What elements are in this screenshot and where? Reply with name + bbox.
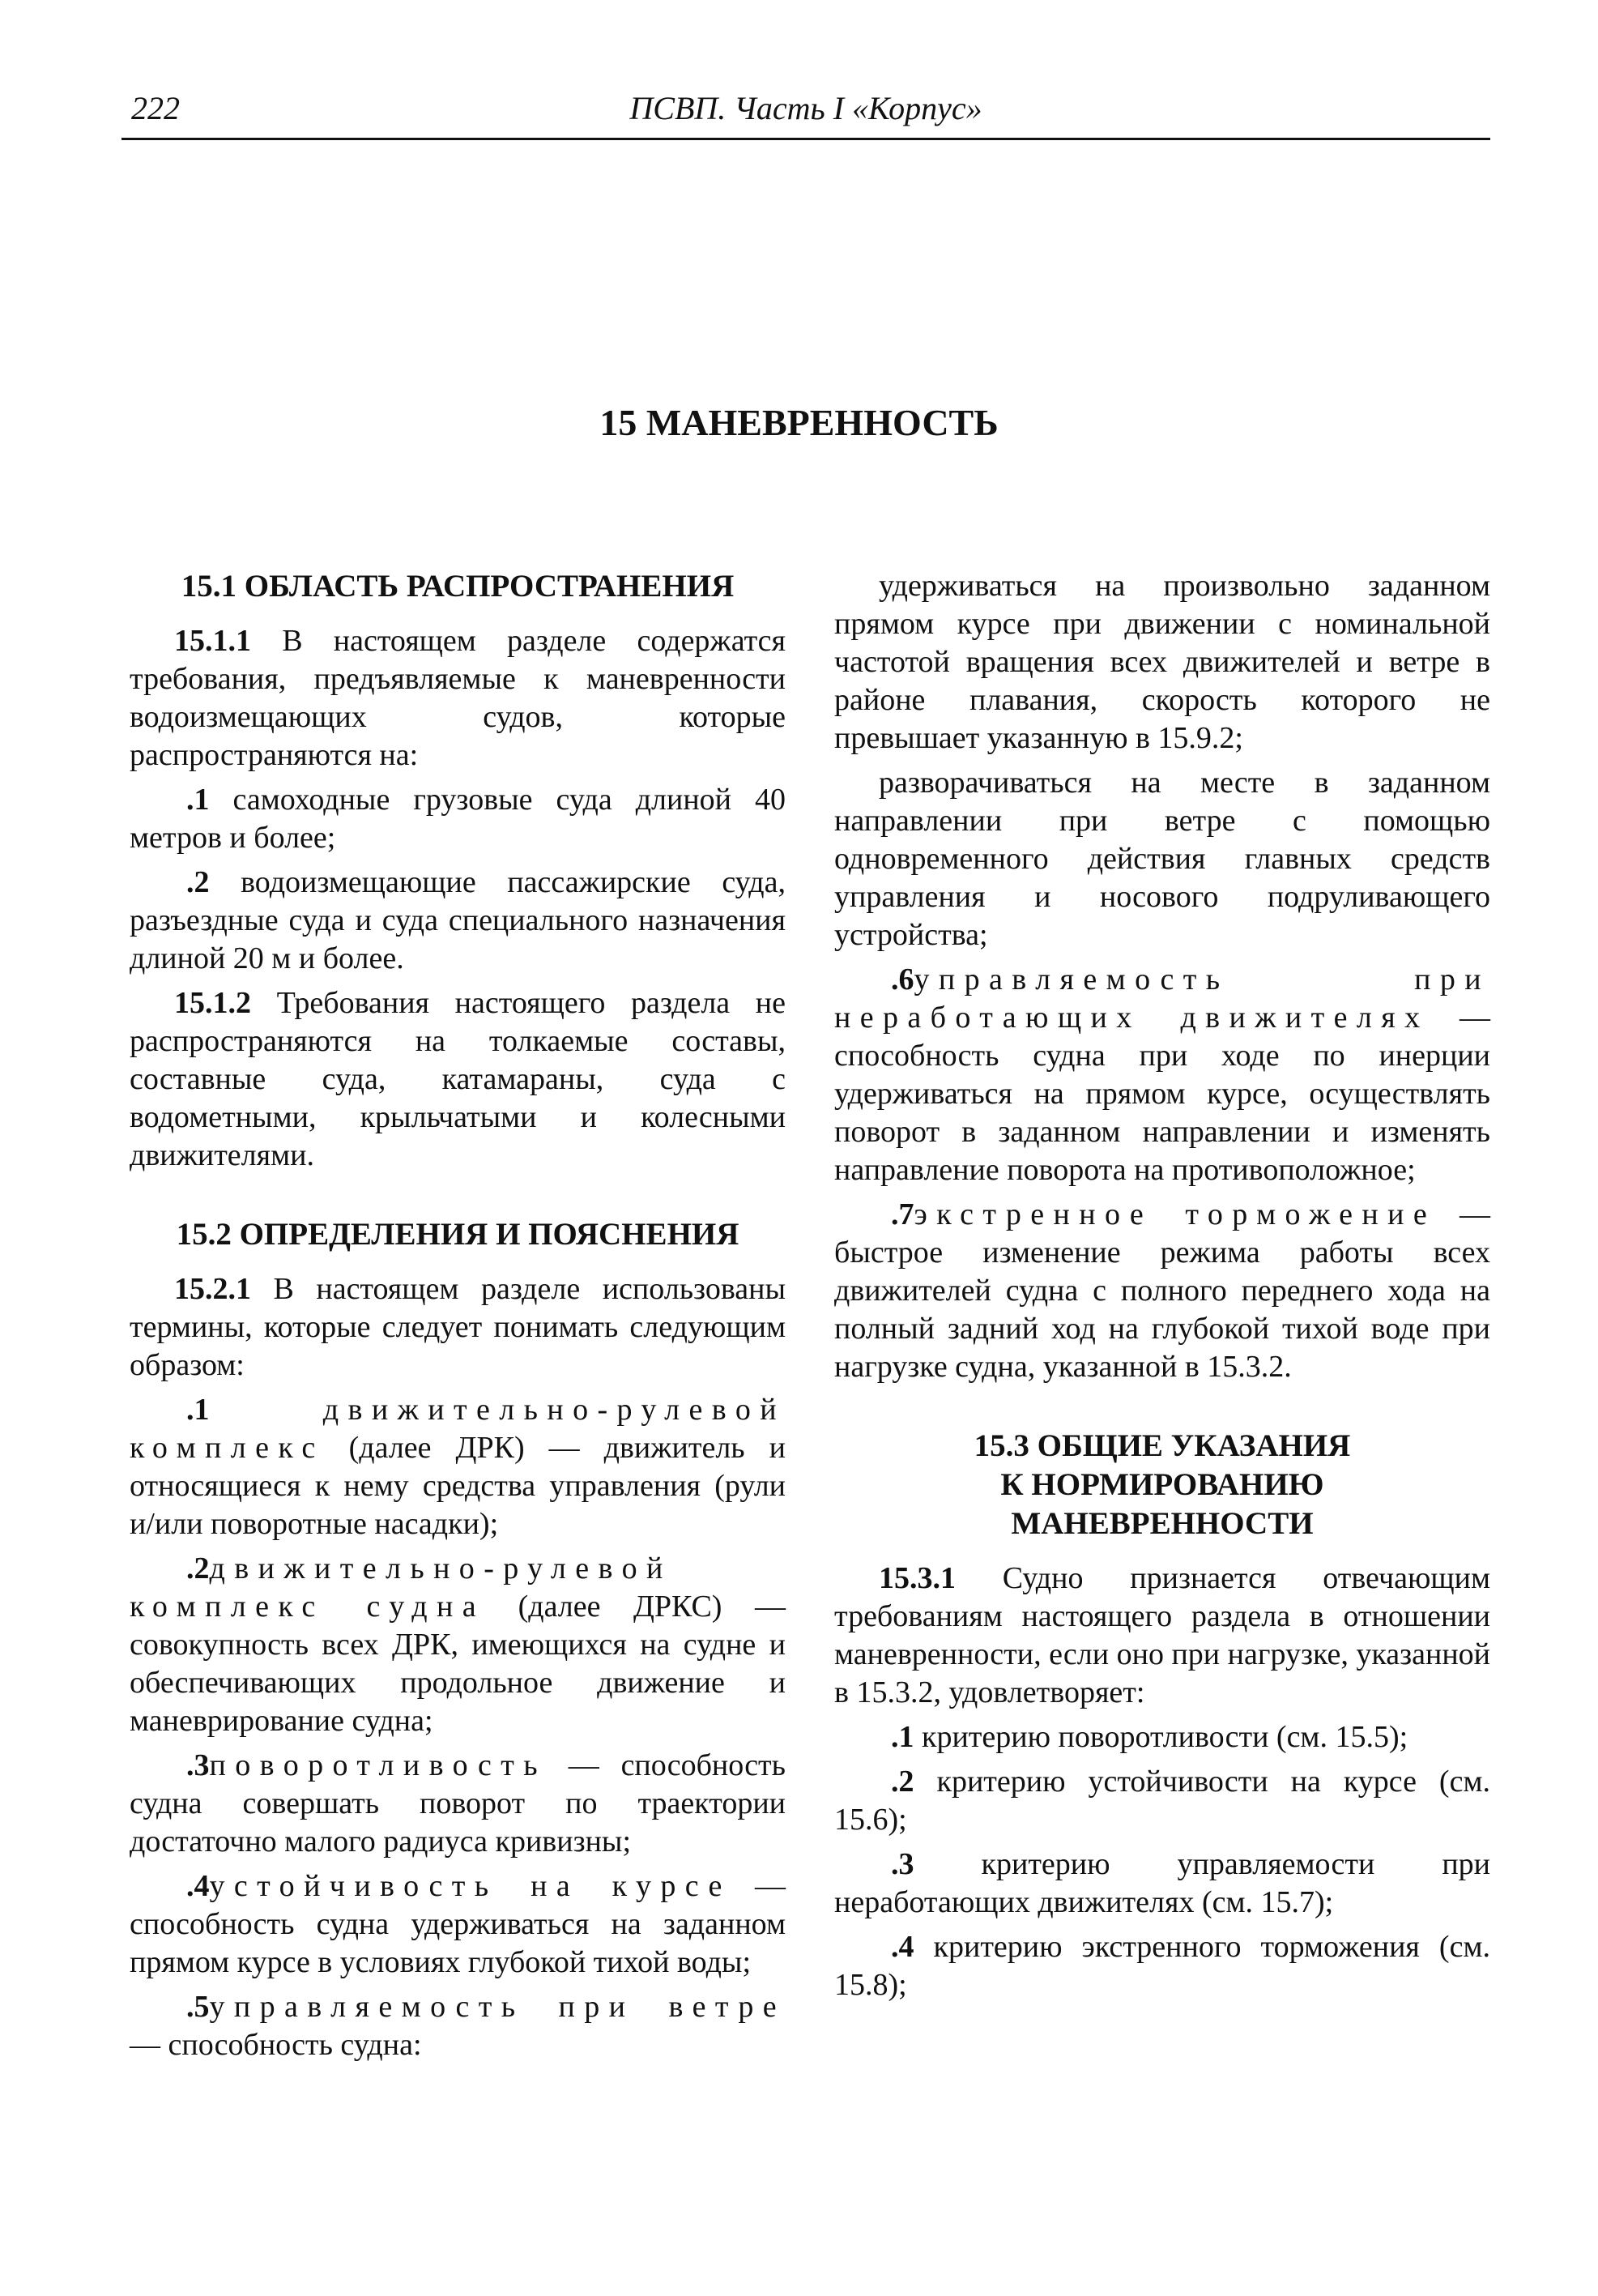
running-title: ПСВП. Часть I «Корпус» [629, 90, 982, 126]
definition-item: .2движительно-рулевой комплекс судна (далее ДРКС) — совокупность всех ДРК, имеющихся на судне и обеспечивающих продольное движение и маневрирование судна; [130, 1551, 786, 1738]
definition-item: .7экстренное торможение — быстрое изменение режима работы всех движителей судна с полного переднего хода на полный задний ход на глубокой тихой воде при нагрузке судна, указанной в 15.3.2. [834, 1197, 1490, 1384]
criterion-item: .4 критерию экстренного торможения (см. 15.8); [834, 1930, 1490, 2002]
section-15-1-title: 15.1 ОБЛАСТЬ РАСПРОСТРАНЕНИЯ [181, 569, 735, 604]
section-15-3-title: 15.3 ОБЩИЕ УКАЗАНИЯ К НОРМИРОВАНИЮ МАНЕВРЕННОСТИ [974, 1428, 1351, 1541]
definition-item: .1 движительно-рулевой комплекс (далее ДРК) — движитель и относящиеся к нему средства управления (рули и/или поворотные насадки); [130, 1393, 786, 1541]
definition-item: .3поворотливость — способность судна совершать поворот по траектории достаточно малого радиуса кривизны; [130, 1748, 786, 1859]
paragraph-15-3-1: 15.3.1 Судно признается отвечающим требованиям настоящего раздела в отношении маневренности, если оно при нагрузке, указанной в 15.3.2, удовлетворяет: [834, 1561, 1490, 1709]
definition-item: .6управляемость при неработающих движителях — способность судна при ходе по инерции удерживаться на прямом курсе, осуществлять поворот в заданном направлении и изменять направление поворота на противоположное; [834, 962, 1491, 1187]
page-number: 222 [131, 90, 180, 126]
criterion-item: .1 критерию поворотливости (см. 15.5); [891, 1720, 1408, 1754]
section-15-2-title: 15.2 ОПРЕДЕЛЕНИЯ И ПОЯСНЕНИЯ [176, 1217, 739, 1252]
paragraph: разворачиваться на месте в заданном направлении при ветре с помощью одновременного действия главных средств управления и носового подруливающего устройства; [834, 766, 1490, 952]
paragraph-15-1-1: 15.1.1 В настоящем разделе содержатся требования, предъявляемые к маневренности водоизмещающих судов, которые распространяются на: [130, 624, 786, 772]
criterion-item: .2 критерию устойчивости на курсе (см. 15.6); [834, 1765, 1490, 1837]
paragraph: удерживаться на произвольно заданном прямом курсе при движении с номинальной частотой вращения всех движителей и ветре в районе плавания, скорость которого не превышает указанную в 15.9.2; [834, 569, 1490, 755]
right-column [834, 567, 1490, 2011]
left-column [130, 567, 786, 2071]
paragraph-15-2-1: 15.2.1 В настоящем разделе использованы термины, которые следует понимать следующим образом: [130, 1272, 786, 1382]
criterion-item: .3 критерию управляемости при неработающих движителях (см. 15.7); [834, 1847, 1490, 1919]
definition-item: .4устойчивость на курсе — способность судна удерживаться на заданном прямом курсе в условиях глубокой тихой воды; [130, 1869, 786, 1979]
chapter-title: 15 МАНЕВРЕННОСТЬ [599, 402, 999, 443]
list-item: .2 водоизмещающие пассажирские суда, разъездные суда и суда специального назначения длиной 20 м и более. [130, 865, 786, 975]
definition-item: .5управляемость при ветре — способность судна: [130, 1990, 786, 2062]
page-header [121, 89, 1490, 140]
list-item: .1 самоходные грузовые суда длиной 40 метров и более; [130, 783, 786, 855]
paragraph-15-1-2: 15.1.2 Требования настоящего раздела не распространяются на толкаемые составы, составные суда, катамараны, суда с водометными, крыльчатыми и колесными движителями. [130, 986, 786, 1172]
